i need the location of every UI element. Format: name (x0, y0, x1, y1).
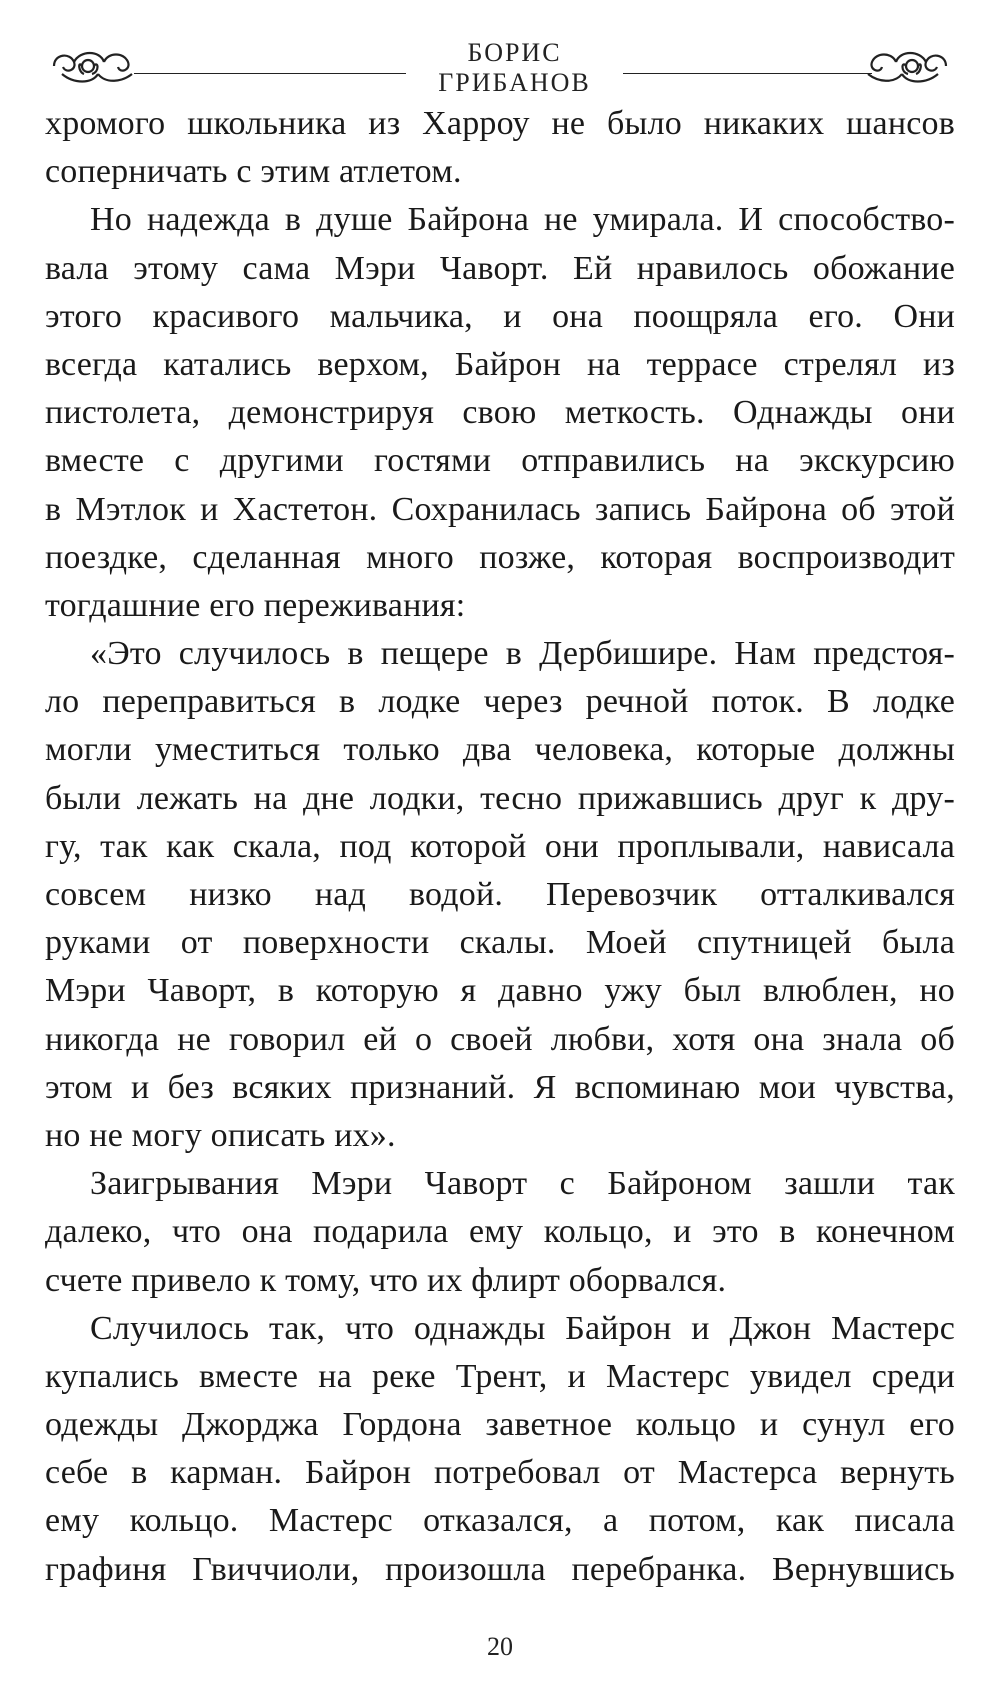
text-line: соперничать с этим атлетом. (45, 153, 462, 191)
text-line: Заигрывания Мэри Чаворт с Байроном зашли так (90, 1165, 955, 1203)
text-line: всегда катались верхом, Байрон на террасе стрелял из (45, 345, 955, 383)
head-rule-left (134, 73, 406, 74)
text-line: графиня Гвиччиоли, произошла перебранка. Вернувшись (45, 1550, 955, 1588)
text-line: никогда не говорил ей о своей любви, хотя она знала об (45, 1020, 955, 1058)
page-number: 20 (487, 1632, 513, 1661)
text-line: Мэри Чаворт, в которую я давно ужу был влюблен, но (45, 972, 955, 1010)
text-line: пистолета, демонстрируя свою меткость. Однажды они (45, 394, 955, 432)
head-rule-right (623, 73, 872, 74)
text-line: ло переправиться в лодке через речной поток. В лодке (45, 683, 955, 721)
text-line: хромого школьника из Харроу не было никаких шансов (45, 105, 955, 142)
text-line: этого красивого мальчика, и она поощряла его. Они (45, 297, 955, 335)
text-line: Но надежда в душе Байрона не умирала. И способство- (90, 201, 955, 239)
paragraph (45, 196, 955, 630)
text-line: вала этому сама Мэри Чаворт. Ей нравилось обожание (45, 249, 955, 287)
running-head (48, 38, 952, 97)
text-line: этом и без всяких признаний. Я вспоминаю мои чувства, (45, 1068, 955, 1106)
paragraph (45, 630, 955, 1160)
paragraph (45, 100, 955, 196)
text-line: ему кольцо. Мастерс отказался, а потом, как писала (45, 1502, 955, 1540)
paragraph (45, 1305, 955, 1594)
text-line: одежды Джорджа Гордона заветное кольцо и сунул его (45, 1406, 955, 1444)
text-line: тогдашние его переживания: (45, 586, 466, 624)
body-text (45, 100, 955, 1594)
text-line: счете привело к тому, что их флирт оборвался. (45, 1261, 727, 1299)
text-line: далеко, что она подарила ему кольцо, и это в конечном (45, 1213, 955, 1251)
scroll-ornament-icon (48, 44, 138, 90)
text-line: себе в карман. Байрон потребовал от Мастерса вернуть (45, 1454, 955, 1492)
text-line: могли уместиться только два человека, которые должны (45, 731, 955, 769)
text-line: гу, так как скала, под которой они проплывали, нависала (45, 827, 955, 865)
scroll-ornament-icon (862, 44, 952, 90)
text-line: руками от поверхности скалы. Моей спутницей была (45, 924, 955, 962)
text-line: поездке, сделанная много позже, которая воспроизводит (45, 538, 955, 576)
text-line: Случилось так, что однажды Байрон и Джон Мастерс (90, 1309, 955, 1347)
paragraph (45, 1160, 955, 1305)
text-line: купались вместе на реке Трент, и Мастерс увидел среди (45, 1357, 955, 1395)
text-line: вместе с другими гостями отправились на экскурсию (45, 442, 955, 480)
text-line: были лежать на дне лодки, тесно прижавшись друг к дру- (45, 779, 955, 817)
text-line: но не могу описать их». (45, 1116, 396, 1154)
text-line: «Это случилось в пещере в Дербишире. Нам предстоя- (90, 635, 955, 673)
text-line: в Мэтлок и Хастетон. Сохранилась запись Байрона об этой (45, 490, 955, 528)
running-head-title: БОРИС ГРИБАНОВ (438, 38, 591, 97)
text-line: совсем низко над водой. Перевозчик отталкивался (45, 876, 955, 913)
